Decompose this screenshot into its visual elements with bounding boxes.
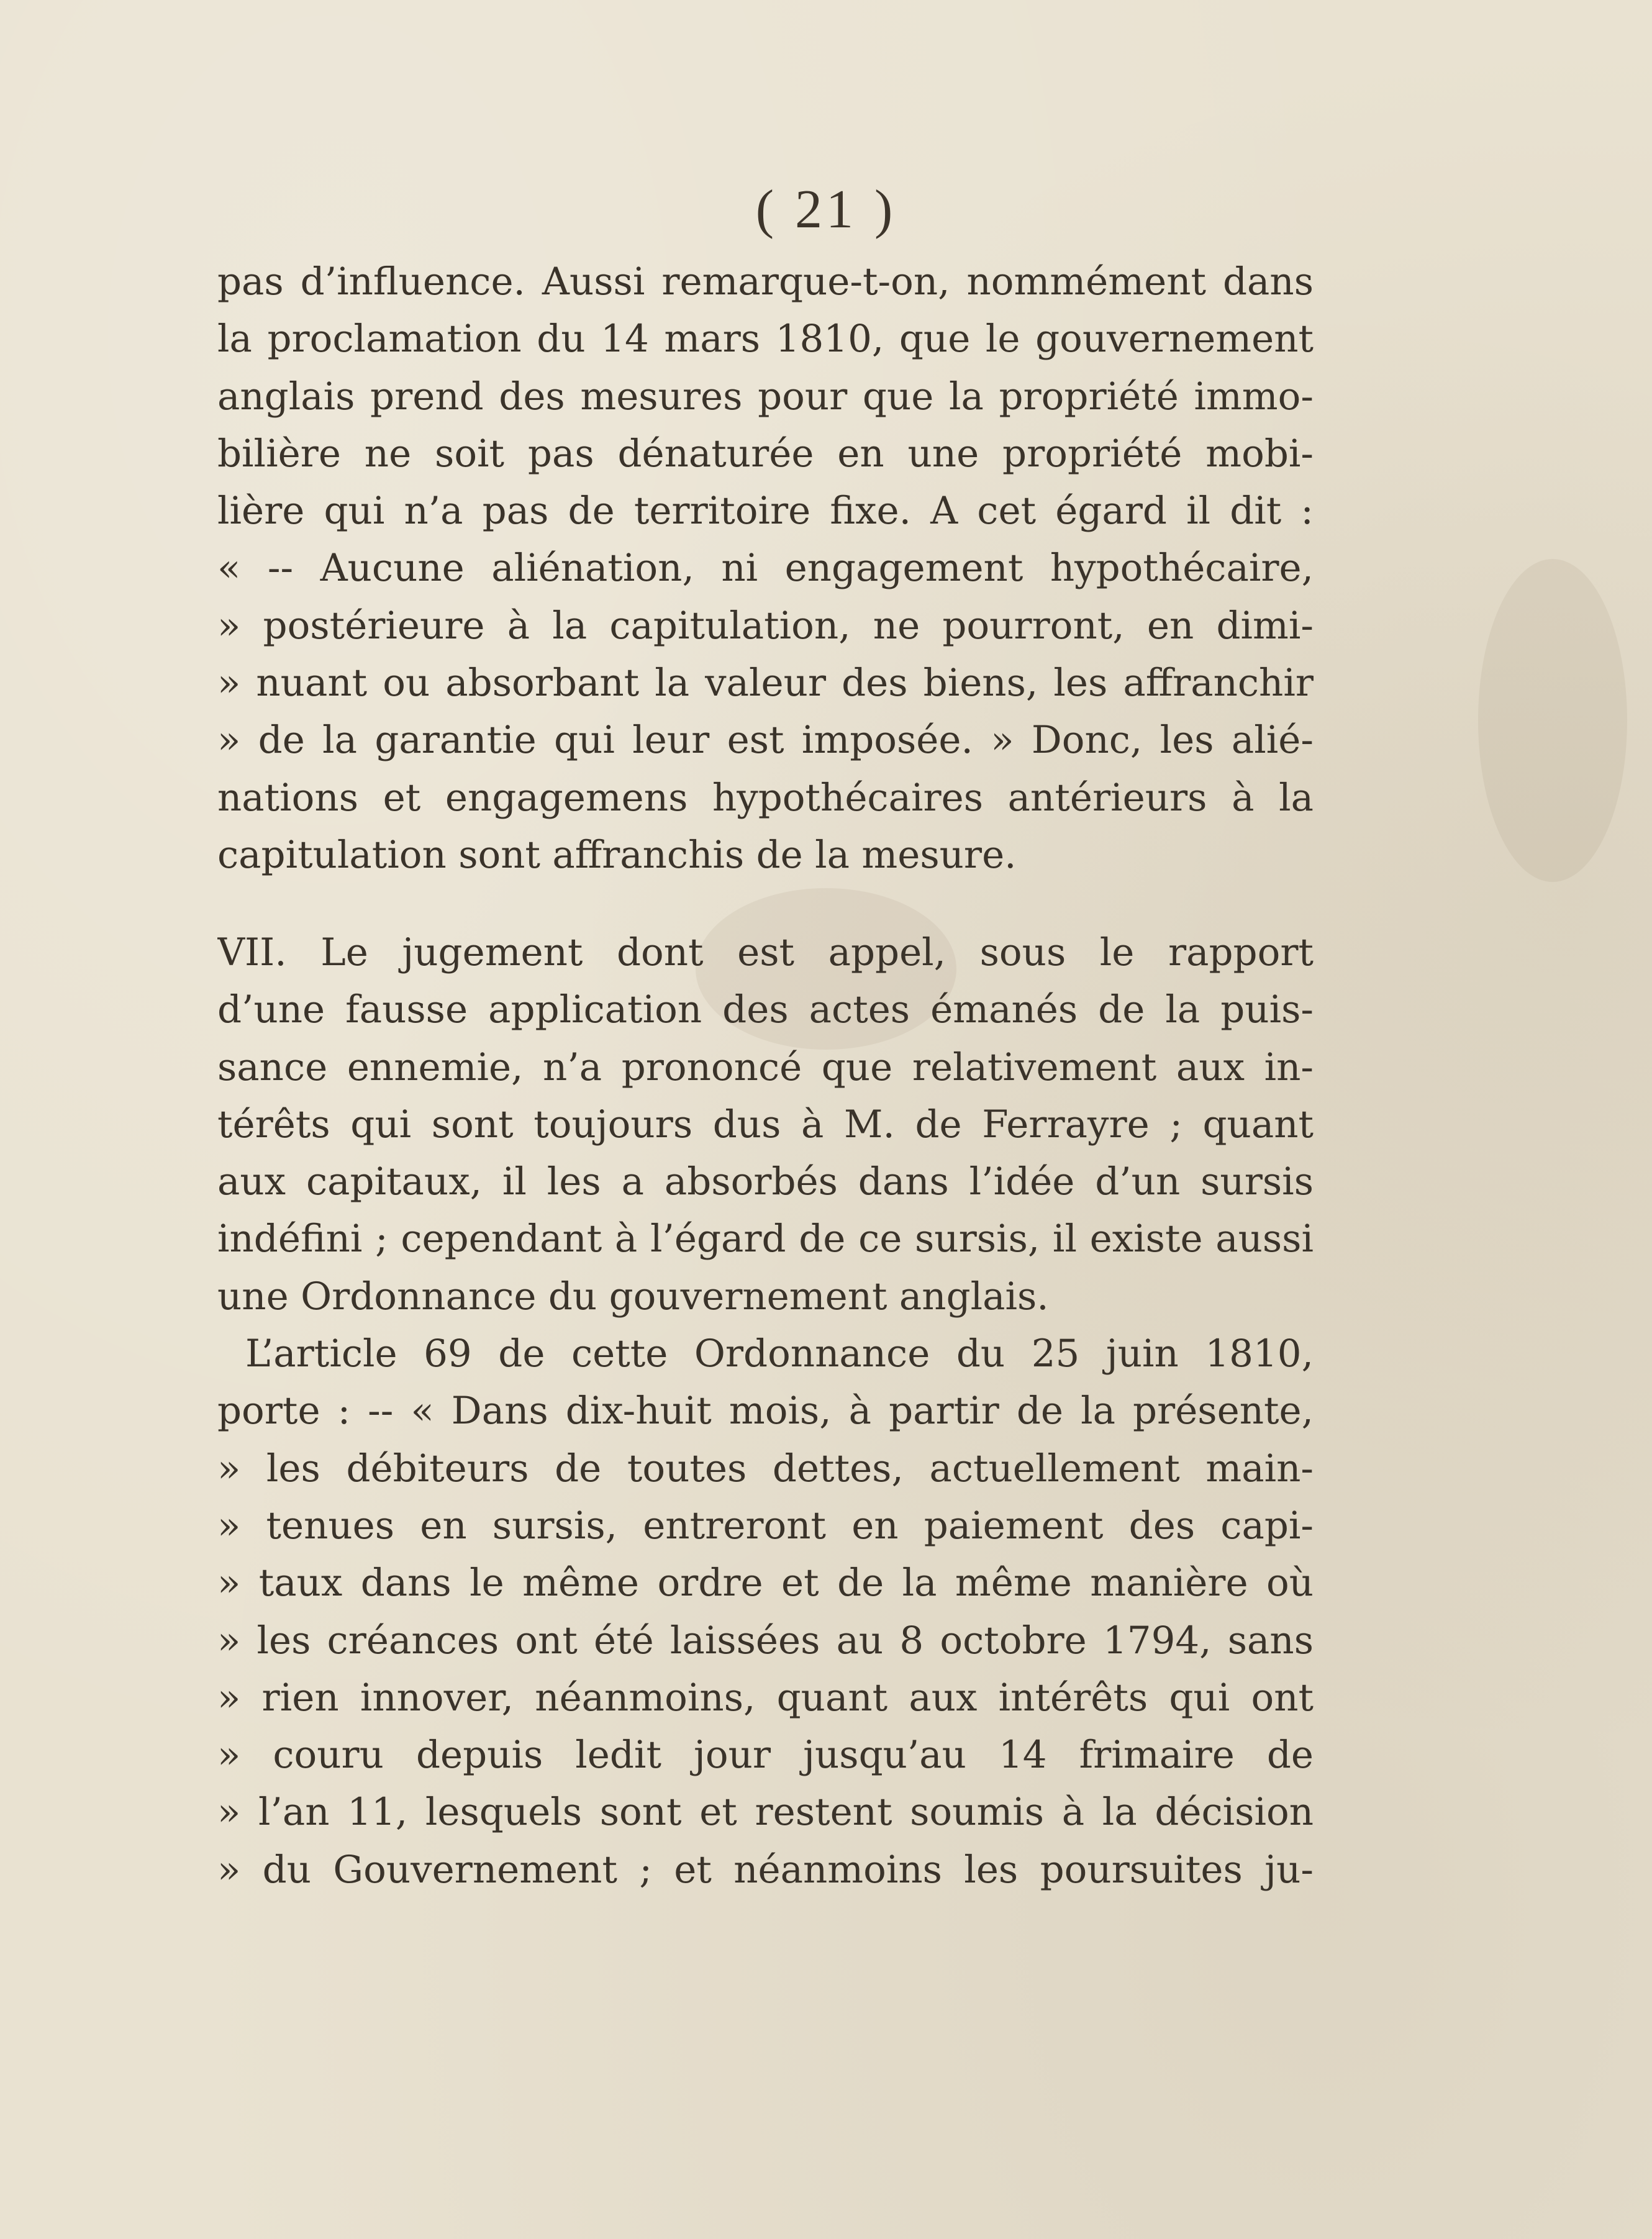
text-line: sance ennemie, n’a prononcé que relativement aux in- [217,1045,1314,1089]
text-line: capitulation sont affranchis de la mesure. [217,832,1017,877]
text-line: pas d’influence. Aussi remarque-t-on, nommément dans [217,260,1314,304]
text-line: indéfini ; cependant à l’égard de ce sursis, il existe aussi [217,1217,1314,1261]
text-line: aux capitaux, il les a absorbés dans l’idée d’un sursis [217,1160,1314,1204]
paragraph-1 [217,253,1314,884]
text-line: la proclamation du 14 mars 1810, que le gouvernement [217,317,1314,361]
text-line: L’article 69 de cette Ordonnance du 25 juin 1810, [245,1332,1314,1376]
text-line: bilière ne soit pas dénaturée en une propriété mobi- [217,431,1314,476]
text-line: d’une fausse application des actes émanés de la puis- [217,988,1314,1032]
text-line: lière qui n’a pas de territoire fixe. A cet égard il dit : [217,489,1314,534]
text-line: « -- Aucune aliénation, ni engagement hypothécaire, [217,546,1314,591]
text-line: » de la garantie qui leur est imposée. » Donc, les alié- [217,718,1314,763]
text-line: nations et engagemens hypothécaires antérieurs à la [217,775,1314,820]
text-line: térêts qui sont toujours dus à M. de Ferrayre ; quant [217,1102,1314,1147]
text-line: » l’an 11, lesquels sont et restent soumis à la décision [217,1790,1314,1835]
page-number: ( 21 ) [755,179,897,240]
text-line: une Ordonnance du gouvernement anglais. [217,1274,1049,1319]
text-line: VII. Le jugement dont est appel, sous le rapport [217,930,1314,974]
text-line: » couru depuis ledit jour jusqu’au 14 frimaire de [217,1733,1314,1778]
text-line: » rien innover, néanmoins, quant aux intérêts qui ont [217,1675,1314,1720]
text-line: » les créances ont été laissées au 8 octobre 1794, sans [217,1618,1314,1663]
text-line: » les débiteurs de toutes dettes, actuellement main- [217,1446,1314,1491]
text-line: » nuant ou absorbant la valeur des biens, les affranchir [217,661,1314,706]
paragraph-2 [217,924,1314,1899]
text-line: porte : -- « Dans dix-huit mois, à partir de la présente, [217,1389,1314,1433]
text-line: anglais prend des mesures pour que la propriété immo- [217,374,1314,419]
paper-stain [1478,559,1627,882]
text-line: » taux dans le même ordre et de la même manière où [217,1561,1314,1605]
text-line: » du Gouvernement ; et néanmoins les poursuites ju- [217,1847,1314,1892]
text-line: » tenues en sursis, entreront en paiement des capi- [217,1503,1314,1548]
text-line: » postérieure à la capitulation, ne pourront, en dimi- [217,603,1314,648]
